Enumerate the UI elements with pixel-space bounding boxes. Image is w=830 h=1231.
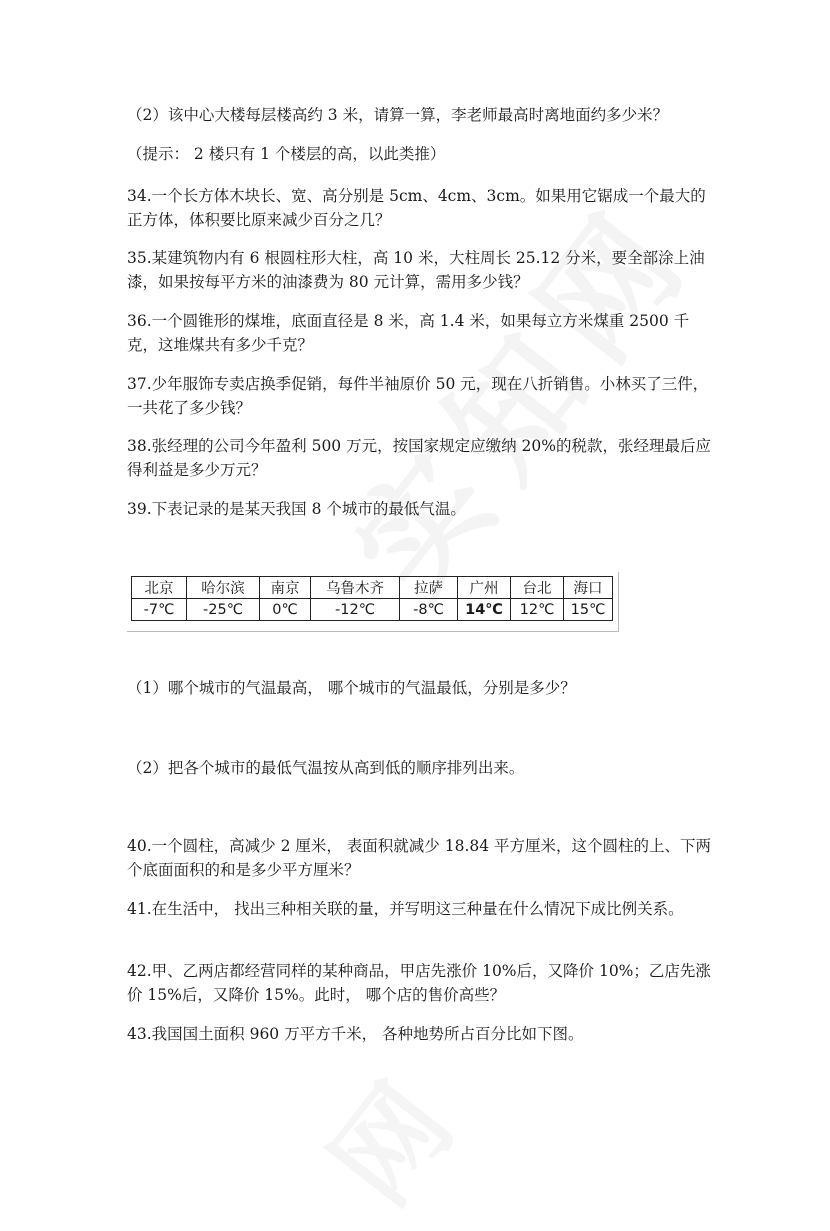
temp-cell: -8℃ <box>400 599 458 621</box>
question-36: 36.一个圆锥形的煤堆，底面直径是 8 米，高 1.4 米，如果每立方米煤重 2500 千克，这堆煤共有多少千克？ <box>127 312 690 354</box>
city-cell: 海口 <box>564 577 613 599</box>
temperature-table <box>131 576 613 621</box>
table-row-temps <box>132 599 613 621</box>
temp-cell: -12℃ <box>311 599 400 621</box>
city-cell: 北京 <box>132 577 187 599</box>
q39-part1: （1）哪个城市的气温最高， 哪个城市的气温最低，分别是多少？ <box>127 679 576 697</box>
q33-part2: （2）该中心大楼每层楼高约 3 米，请算一算，李老师最高时离地面约多少米？ <box>127 106 669 124</box>
temp-cell: -25℃ <box>187 599 260 621</box>
temp-cell: 15℃ <box>564 599 613 621</box>
watermark-bottom <box>289 1047 481 1231</box>
temp-cell: 0℃ <box>260 599 311 621</box>
question-35: 35.某建筑物内有 6 根圆柱形大柱，高 10 米，大柱周长 25.12 分米，要全部涂上油漆，如果按每平方米的油漆费为 80 元计算，需用多少钱？ <box>127 249 705 291</box>
q33-hint: （提示： 2 楼只有 1 个楼层的高，以此类推） <box>127 145 446 163</box>
temp-cell: 14℃ <box>458 599 511 621</box>
question-42: 42.甲、乙两店都经营同样的某种商品，甲店先涨价 10%后，又降价 10%；乙店先涨价 15%后，又降价 15%。此时， 哪个店的售价高些？ <box>127 962 711 1004</box>
city-cell: 哈尔滨 <box>187 577 260 599</box>
temp-cell: 12℃ <box>511 599 564 621</box>
question-38: 38.张经理的公司今年盈利 500 万元，按国家规定应缴纳 20%的税款，张经理最后应得利益是多少万元？ <box>127 437 711 479</box>
city-cell: 广州 <box>458 577 511 599</box>
question-41: 41.在生活中， 找出三种相关联的量，并写明这三种量在什么情况下成比例关系。 <box>127 900 684 918</box>
question-39: 39.下表记录的是某天我国 8 个城市的最低气温。 <box>127 500 466 518</box>
city-cell: 南京 <box>260 577 311 599</box>
temperature-table-image <box>127 572 619 632</box>
question-43: 43.我国国土面积 960 万平方千米， 各种地势所占百分比如下图。 <box>127 1025 584 1043</box>
city-cell: 台北 <box>511 577 564 599</box>
question-34: 34.一个长方体木块长、宽、高分别是 5cm、4cm、3cm。如果用它锯成一个最大的正方体，体积要比原来减少百分之几？ <box>127 187 706 229</box>
temp-cell: -7℃ <box>132 599 187 621</box>
city-cell: 乌鲁木齐 <box>311 577 400 599</box>
q39-part2: （2）把各个城市的最低气温按从高到低的顺序排列出来。 <box>127 759 525 777</box>
question-40: 40.一个圆柱，高减少 2 厘米， 表面积就减少 18.84 平方厘米，这个圆柱的上、下两个底面面积的和是多少平方厘米？ <box>127 837 712 879</box>
question-37: 37.少年服饰专卖店换季促销，每件半袖原价 50 元，现在八折销售。小林买了三件， 一共花了多少钱？ <box>127 375 714 417</box>
table-row-cities <box>132 577 613 599</box>
city-cell: 拉萨 <box>400 577 458 599</box>
